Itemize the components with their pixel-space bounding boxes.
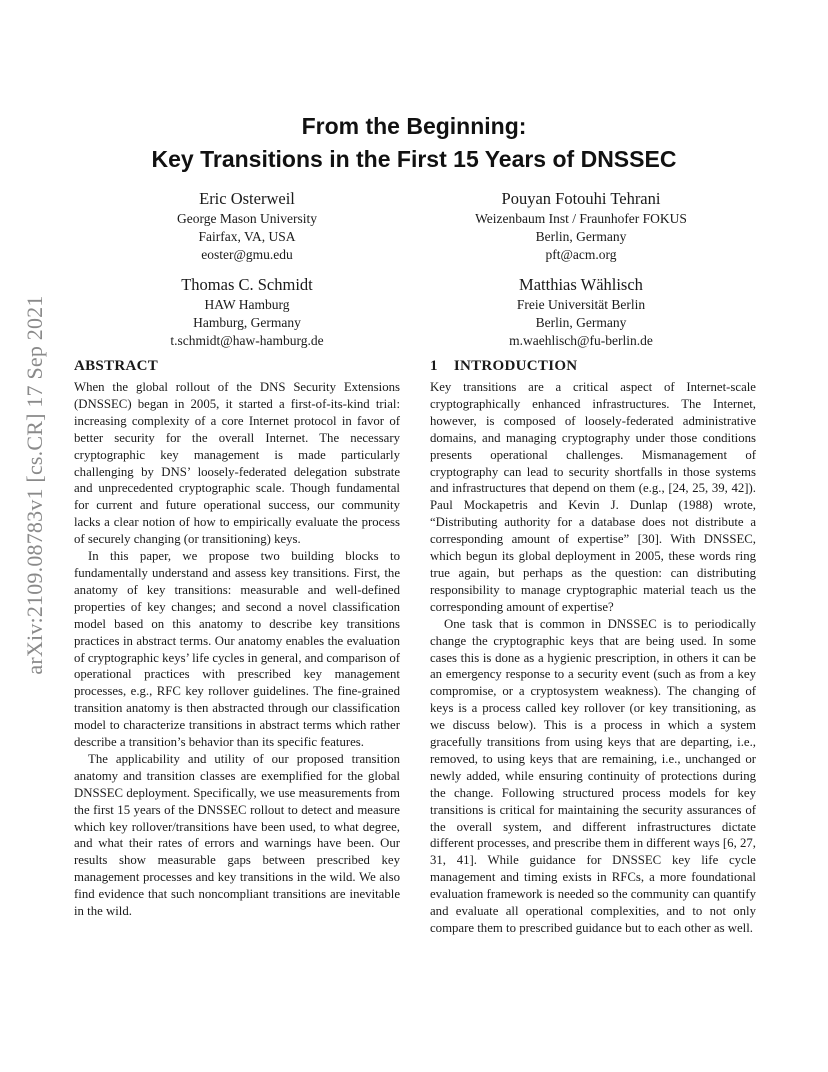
author-block — [82, 188, 412, 264]
introduction-paragraph: One task that is common in DNSSEC is to periodically change the cryptographic keys that are being used. In some cases this is done as a hygienic prescription, in others it can be an emergency response to a security event (such as from a key compromise, or a cryptosystem weakness). The changing of keys is a process called key rollover (or key transitioning, as we discuss below). This is a process in which a system gracefully transitions from using keys that are departing, i.e., removed, to using keys that are remaining, i.e., unchanged or newly added, while ensuring continuity of protections during the change. Following structured process models for key transitions is critical for maintaining the security assurances of the overall system, and different infrastructures dictate different processes, and prescribe them in different ways [6, 27, 31, 41]. While guidance for DNSSEC key life cycle management and timing exists in RFCs, a more foundational evaluation framework is needed so the community can quantify and evaluate all operational complexities, and to not only compare them to prescribed guidance but to each other as well. — [430, 616, 756, 935]
author-affiliation: George Mason University — [177, 211, 317, 226]
author-name: Matthias Wählisch — [519, 275, 643, 294]
abstract-body — [74, 379, 400, 920]
introduction-paragraph: Key transitions are a critical aspect of Internet-scale cryptographically enhanced infrastructures. The Internet, however, is composed of loosely-federated administrative domains, and managing cryptography under those conditions presents operational challenges. Mismanagement of cryptography can lead to security shortfalls in those systems and infrastructures that depend on them (e.g., [24, 25, 39, 42]). Paul Mockapetris and Kevin J. Dunlap (1988) wrote, “Distributing authority for a database does not distribute a corresponding amount of expertise” [30]. With DNSSEC, which begun its global deployment in 2005, these words ring true again, but perhaps as the question: can distributing responsibility to manage cryptographic material teach us the corresponding amount of expertise? — [430, 380, 756, 614]
author-name: Thomas C. Schmidt — [181, 275, 313, 294]
author-location: Hamburg, Germany — [193, 315, 301, 330]
author-location: Berlin, Germany — [535, 229, 627, 244]
abstract-paragraph: When the global rollout of the DNS Security Extensions (DNSSEC) began in 2005, it started a first-of-its-kind trial: increasing complexity of a core Internet protocol in favor of better security for the overall Internet. The necessary cryptographic key management is made particularly challenging by DNS’ loosely-federated delegation substrate and unprecedented cryptographic scale. Though fundamental for current and future operational success, our community lacks a clear notion of how to empirically evaluate the process of securely changing (or transitioning) keys. — [74, 380, 400, 547]
author-email: pft@acm.org — [545, 247, 617, 262]
arxiv-identifier-stamp — [10, 290, 60, 680]
author-location: Fairfax, VA, USA — [198, 229, 296, 244]
author-name: Pouyan Fotouhi Tehrani — [501, 189, 661, 208]
author-email: t.schmidt@haw-hamburg.de — [170, 333, 324, 348]
title-line-1: From the Beginning: — [301, 113, 527, 139]
author-affiliation: Weizenbaum Inst / Fraunhofer FOKUS — [475, 211, 687, 226]
author-affiliation: Freie Universität Berlin — [516, 297, 646, 312]
abstract-heading: ABSTRACT — [74, 358, 159, 374]
author-location: Berlin, Germany — [535, 315, 627, 330]
author-block — [82, 274, 412, 350]
paper-title — [60, 110, 768, 176]
author-block — [416, 188, 746, 264]
section-number: 1 — [430, 358, 438, 374]
abstract-paragraph: In this paper, we propose two building blocks to fundamentally understand and assess key transitions. First, the anatomy of key transitions: measurable and well-defined properties of key changes; and second a novel classification model based on this anatomy to describe key transitions practices in abstract terms. Our anatomy enables the evaluation of cryptographic keys’ life cycles in general, and comparison of operational practices with prescribed key management processes, e.g., RFC key rollover guidelines. The fine-grained transition anatomy is then abstracted through our classification model to characterize transitions in abstract terms which rather describe a transition’s behavior than its specific features. — [74, 549, 400, 750]
section-title: INTRODUCTION — [453, 358, 578, 374]
title-line-2: Key Transitions in the First 15 Years of DNSSEC — [151, 146, 677, 172]
author-block — [416, 274, 746, 350]
abstract-paragraph: The applicability and utility of our proposed transition anatomy and transition classes are exemplified for the global DNSSEC deployment. Specifically, we use measurements from the first 15 years of the DNSSEC rollout to detect and measure which key rollover/transitions have been used, to what degree, and what their rates of errors and warnings have been. Our results show measurable gaps between prescribed key management processes and key transitions in the wild. We also find evidence that such noncompliant transitions are inevitable in the wild. — [74, 751, 400, 919]
introduction-body — [430, 379, 756, 937]
author-email: eoster@gmu.edu — [201, 247, 293, 262]
author-email: m.waehlisch@fu-berlin.de — [509, 333, 653, 348]
arxiv-identifier: arXiv:2109.08783v1 [cs.CR] 17 Sep 2021 — [22, 295, 47, 675]
author-affiliation: HAW Hamburg — [204, 297, 290, 312]
introduction-heading — [430, 358, 577, 375]
author-name: Eric Osterweil — [199, 189, 295, 208]
